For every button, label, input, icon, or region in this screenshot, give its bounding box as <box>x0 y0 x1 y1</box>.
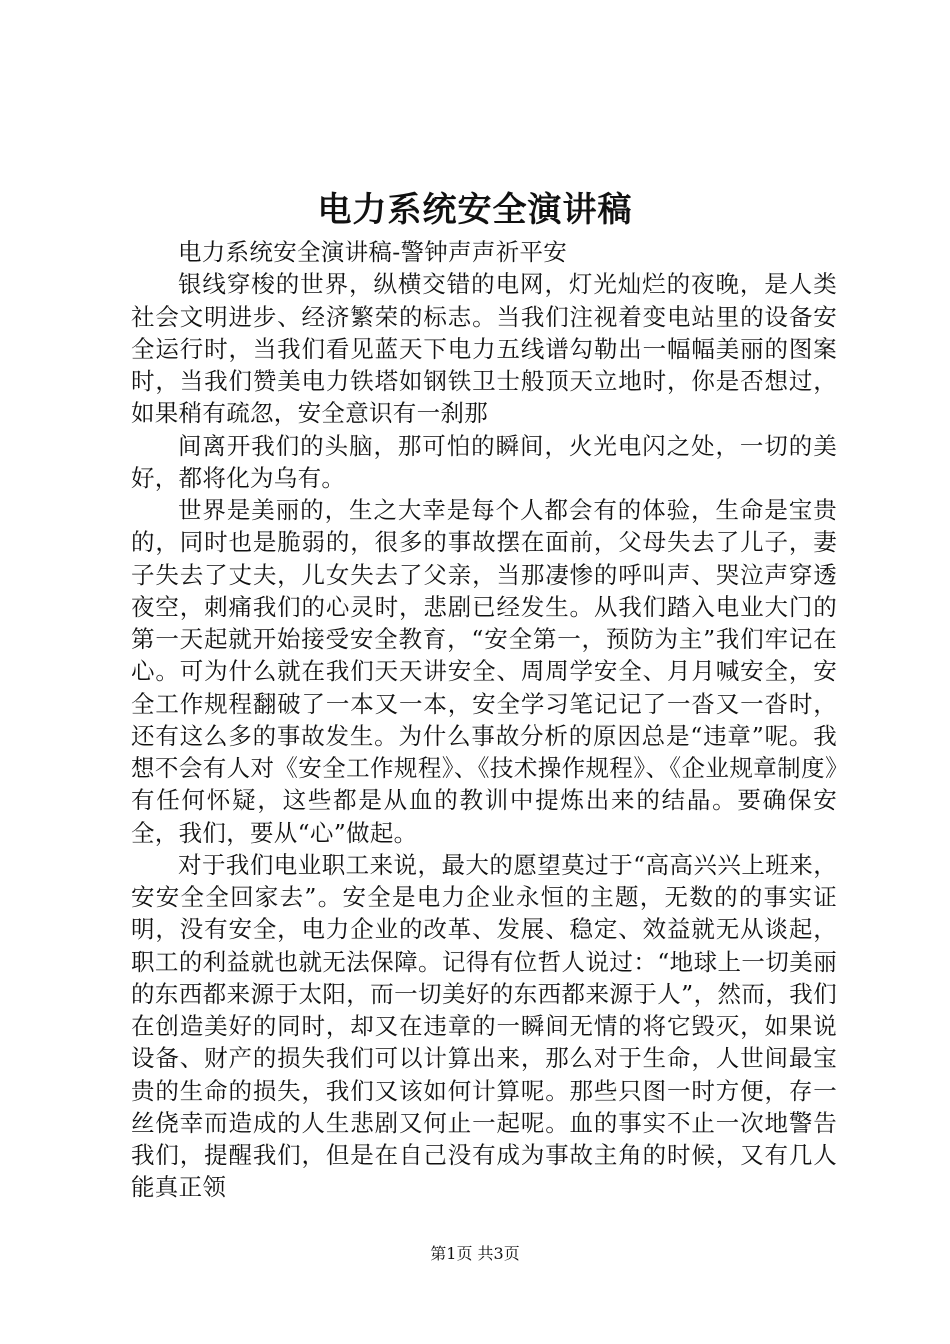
body-paragraph: 银线穿梭的世界，纵横交错的电网，灯光灿烂的夜晚，是人类社会文明进步、经济繁荣的标志。当我们注视着变电站里的设备安全运行时，当我们看见蓝天下电力五线谱勾勒出一幅幅美丽的图案时，当我们赞美电力铁塔如钢铁卫士般顶天立地时，你是否想过，如果稍有疏忽，安全意识有一刹那 <box>131 270 837 428</box>
document-body <box>131 236 837 1204</box>
body-paragraph: 间离开我们的头脑，那可怕的瞬间，火光电闪之处，一切的美好，都将化为乌有。 <box>131 431 837 492</box>
body-paragraph: 对于我们电业职工来说，最大的愿望莫过于“高高兴兴上班来，安安全全回家去”。安全是电力企业永恒的主题，无数的的事实证明，没有安全，电力企业的改革、发展、稳定、效益就无从谈起，职工的利益就也就无法保障。记得有位哲人说过：“地球上一切美丽的东西都来源于太阳，而一切美好的东西都来源于人”，然而，我们在创造美好的同时，却又在违章的一瞬间无情的将它毁灭，如果说设备、财产的损失我们可以计算出来，那么对于生命，人世间最宝贵的生命的损失，我们又该如何计算呢。那些只图一时方便，存一丝侥幸而造成的人生悲剧又何止一起呢。血的事实不止一次地警告我们，提醒我们，但是在自己没有成为事故主角的时候，又有几人能真正领 <box>131 850 837 1202</box>
page-number-footer: 第1页 共3页 <box>430 1244 520 1263</box>
subtitle-paragraph: 电力系统安全演讲稿-警钟声声祈平安 <box>178 238 568 266</box>
body-paragraph: 世界是美丽的，生之大幸是每个人都会有的体验，生命是宝贵的，同时也是脆弱的，很多的事故摆在面前，父母失去了儿子，妻子失去了丈夫，儿女失去了父亲，当那凄惨的呼叫声、哭泣声穿透夜空，刺痛我们的心灵时，悲剧已经发生。从我们踏入电业大门的第一天起就开始接受安全教育，“安全第一，预防为主”我们牢记在心。可为什么就在我们天天讲安全、周周学安全、月月喊安全，安全工作规程翻破了一本又一本，安全学习笔记记了一沓又一沓时，还有这么多的事故发生。为什么事故分析的原因总是“违章”呢。我想不会有人对《安全工作规程》、《技术操作规程》、《企业规章制度》有任何怀疑，这些都是从血的教训中提炼出来的结晶。要确保安全，我们，要从“心”做起。 <box>131 496 837 847</box>
page-title: 电力系统安全演讲稿 <box>317 190 633 230</box>
